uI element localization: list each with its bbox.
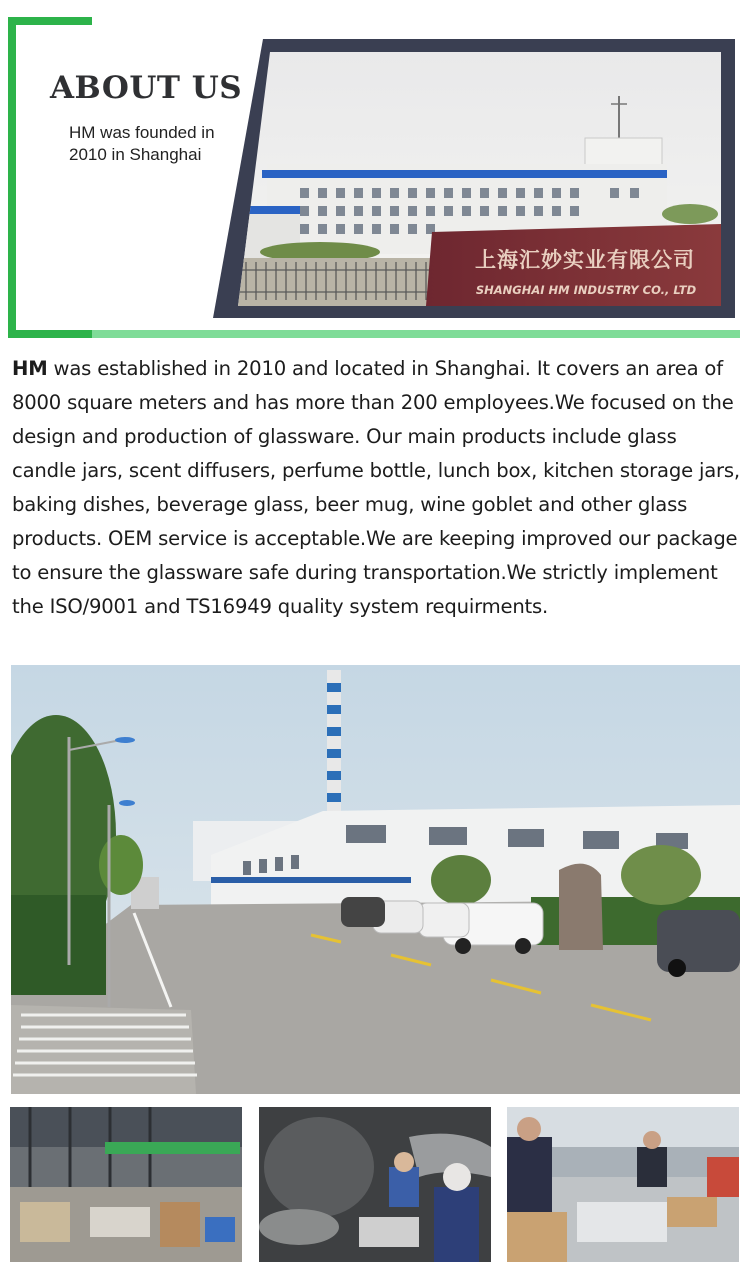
workshop-photo-2 xyxy=(259,1107,491,1262)
sign-english-text: SHANGHAI HM INDUSTRY CO., LTD xyxy=(475,283,697,297)
sign-chinese-text: 上海汇妙实业有限公司 xyxy=(475,248,695,272)
description-text: was established in 2010 and located in Shanghai. It covers an area of 8000 square meters and has more than 200 employees.We focused on the design and production of glassware. Our main products include glass candle jars, scent diffusers, perfume bottle, lunch box, kitchen storage jars, baking dishes, beverage glass, beer mug, wine goblet and other glass products. OEM service is acceptable.We are keeping improved our package to ensure the glassware safe during transportation.We strictly implement the ISO/9001 and TS16949 quality system requirments. xyxy=(12,357,740,618)
factory-street-photo xyxy=(11,665,740,1094)
about-header xyxy=(0,0,750,340)
brand-name: HM xyxy=(12,357,48,380)
workshop-photo-3 xyxy=(507,1107,739,1262)
page-title: ABOUT US xyxy=(50,70,243,106)
office-building-photo xyxy=(0,0,750,340)
page-subtitle: HM was founded in 2010 in Shanghai xyxy=(69,123,215,164)
company-description xyxy=(12,352,740,624)
workshop-photo-1 xyxy=(10,1107,242,1262)
